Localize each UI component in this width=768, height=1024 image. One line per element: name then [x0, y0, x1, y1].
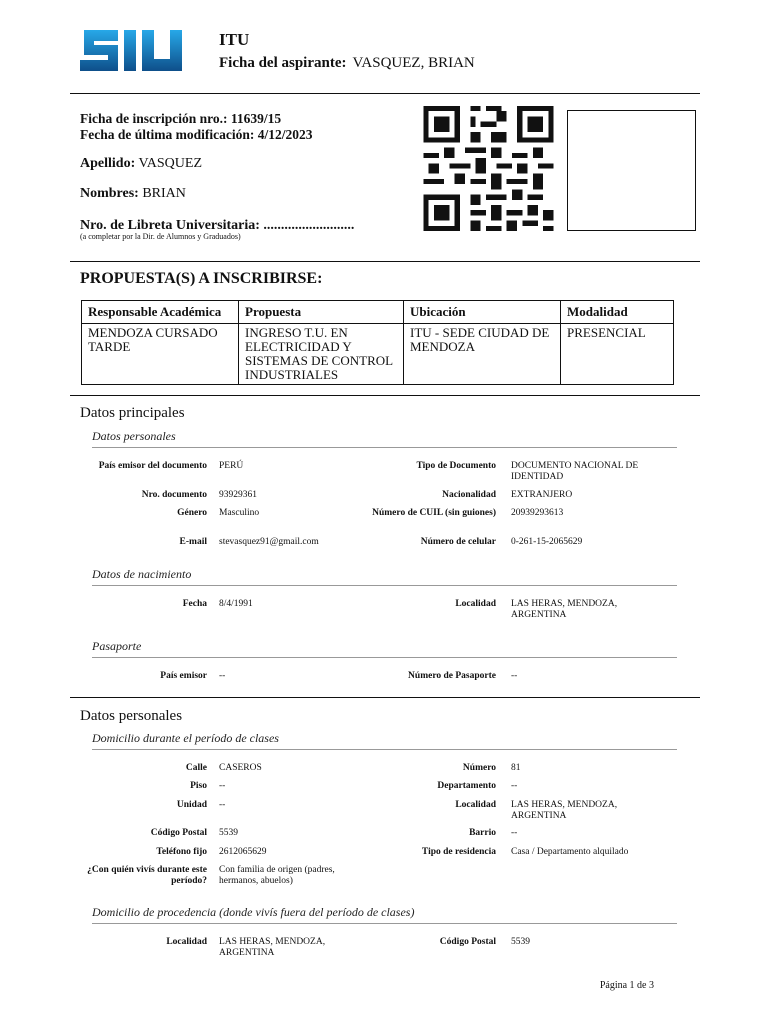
pasaporte-numero-value: --	[511, 671, 518, 681]
fecha-value: 8/4/1991	[219, 599, 253, 609]
celular-value: 0-261-15-2065629	[511, 537, 583, 547]
col-header: Modalidad	[561, 301, 674, 324]
divider	[92, 447, 677, 448]
divider	[70, 261, 700, 262]
pais-emisor-value: PERÚ	[219, 461, 244, 471]
divider	[70, 697, 700, 698]
cp-value: 5539	[219, 828, 238, 838]
nro-doc-label: Nro. documento	[141, 490, 207, 500]
datos-personales-title: Datos personales	[80, 708, 183, 724]
genero-value: Masculino	[219, 508, 260, 518]
proc-cp-value: 5539	[511, 937, 530, 947]
cuil-label: Número de CUIL (sin guiones)	[372, 508, 496, 518]
pasaporte-subtitle: Pasaporte	[92, 639, 142, 653]
modificacion-label: Fecha de última modificación:	[80, 127, 255, 142]
libreta-value: ..........................	[263, 218, 355, 233]
pais-emisor-label: País emisor del documento	[98, 461, 207, 471]
numero-value: 81	[511, 763, 521, 773]
email-label: E-mail	[179, 537, 207, 547]
barrio-label: Barrio	[469, 828, 496, 838]
proc-localidad-value: LAS HERAS, MENDOZA, ARGENTINA	[219, 937, 326, 958]
tipo-doc-value: DOCUMENTO NACIONAL DE IDENTIDAD	[511, 461, 639, 482]
numero-label: Número	[462, 763, 496, 773]
divider	[92, 749, 677, 750]
depto-label: Departamento	[437, 781, 496, 791]
aspirante-header	[219, 55, 475, 72]
propuestas-table	[81, 300, 674, 385]
modificacion-line	[80, 127, 313, 143]
table-header-row	[82, 301, 674, 324]
apellido-label: Apellido:	[80, 156, 136, 171]
localidad-value: LAS HERAS, MENDOZA, ARGENTINA	[511, 800, 618, 821]
siu-logo	[80, 22, 194, 78]
inscripcion-label: Ficha de inscripción nro.:	[80, 111, 228, 126]
con-quien-value: Con familia de origen (padres, hermanos, abuelos)	[219, 865, 335, 886]
table-row	[82, 324, 674, 385]
propuestas-title: PROPUESTA(S) A INSCRIBIRSE:	[80, 270, 323, 287]
email-value: stevasquez91@gmail.com	[219, 537, 319, 547]
celular-label: Número de celular	[420, 537, 496, 547]
table-cell: PRESENCIAL	[561, 324, 674, 385]
aspirante-name: VASQUEZ, BRIAN	[352, 55, 475, 71]
residencia-value: Casa / Departamento alquilado	[511, 847, 629, 857]
genero-label: Género	[177, 508, 207, 518]
apellido-value: VASQUEZ	[138, 156, 203, 171]
nro-doc-value: 93929361	[219, 490, 257, 500]
nacimiento-subtitle: Datos de nacimiento	[92, 567, 192, 581]
pasaporte-pais-value: --	[219, 671, 226, 681]
piso-value: --	[219, 781, 226, 791]
modificacion-value: 4/12/2023	[257, 127, 313, 142]
piso-label: Piso	[190, 781, 207, 791]
nacionalidad-value: EXTRANJERO	[511, 490, 573, 500]
nombres-value: BRIAN	[142, 186, 186, 201]
localidad-label: Localidad	[455, 800, 496, 810]
nac-localidad-label: Localidad	[455, 599, 496, 609]
photo-box	[567, 110, 696, 231]
qr-code-icon	[423, 106, 554, 231]
domicilio-clases-subtitle: Domicilio durante el período de clases	[92, 731, 279, 745]
unidad-value: --	[219, 800, 226, 810]
divider	[70, 93, 700, 94]
inscripcion-value: 11639/15	[230, 111, 282, 126]
fecha-label: Fecha	[182, 599, 207, 609]
pasaporte-numero-label: Número de Pasaporte	[408, 671, 496, 681]
nac-localidad-value: LAS HERAS, MENDOZA, ARGENTINA	[511, 599, 618, 620]
libreta-note: (a completar por la Dir. de Alumnos y Graduados)	[80, 232, 241, 241]
institution-title: ITU	[219, 30, 250, 49]
inscripcion-line	[80, 111, 281, 127]
table-cell: INGRESO T.U. EN ELECTRICIDAD Y SISTEMAS DE CONTROL INDUSTRIALES	[239, 324, 404, 385]
nombres-line	[80, 186, 186, 202]
nombres-label: Nombres:	[80, 186, 139, 201]
residencia-label: Tipo de residencia	[421, 847, 496, 857]
pasaporte-pais-label: País emisor	[160, 671, 207, 681]
datos-principales-title: Datos principales	[80, 405, 185, 421]
cuil-value: 20939293613	[511, 508, 564, 518]
calle-value: CASEROS	[219, 763, 262, 773]
barrio-value: --	[511, 828, 518, 838]
col-header: Propuesta	[239, 301, 404, 324]
proc-localidad-label: Localidad	[166, 937, 207, 947]
col-header: Responsable Académica	[82, 301, 239, 324]
col-header: Ubicación	[404, 301, 561, 324]
nacionalidad-label: Nacionalidad	[442, 490, 496, 500]
ficha-label: Ficha del aspirante:	[219, 55, 347, 71]
table-cell: ITU - SEDE CIUDAD DE MENDOZA	[404, 324, 561, 385]
tipo-doc-label: Tipo de Documento	[416, 461, 496, 471]
con-quien-label: ¿Con quién vivís durante este período?	[87, 865, 207, 886]
datos-personales-subtitle: Datos personales	[92, 429, 176, 443]
telefono-value: 2612065629	[219, 847, 267, 857]
divider	[92, 923, 677, 924]
page-number: Página 1 de 3	[599, 980, 654, 991]
table-cell: MENDOZA CURSADO TARDE	[82, 324, 239, 385]
libreta-label: Nro. de Libreta Universitaria:	[80, 218, 260, 233]
cp-label: Código Postal	[150, 828, 207, 838]
calle-label: Calle	[185, 763, 207, 773]
divider	[92, 585, 677, 586]
depto-value: --	[511, 781, 518, 791]
divider	[70, 395, 700, 396]
proc-cp-label: Código Postal	[439, 937, 496, 947]
unidad-label: Unidad	[176, 800, 207, 810]
domicilio-procedencia-subtitle: Domicilio de procedencia (donde vivís fuera del período de clases)	[92, 905, 415, 919]
telefono-label: Teléfono fijo	[156, 847, 207, 857]
apellido-line	[80, 156, 202, 172]
divider	[92, 657, 677, 658]
